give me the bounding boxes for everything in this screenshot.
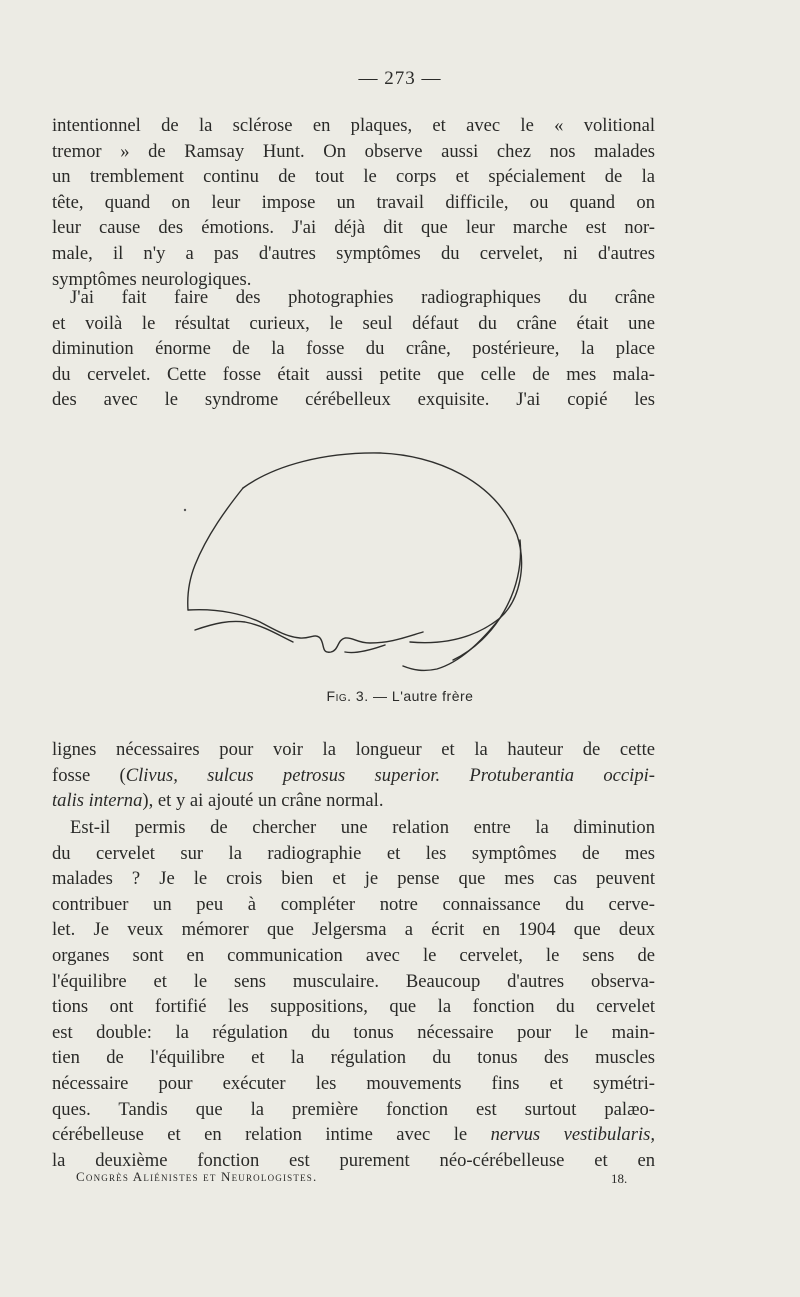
paragraph-2 [52,285,655,413]
text-line: diminution énorme de la fosse du crâne, postérieure, la place [52,338,655,360]
paragraph-1 [52,113,655,292]
paragraph-4 [52,815,655,1173]
text-line: la deuxième fonction est purement néo-cérébelleuse et en [52,1149,655,1171]
signature-mark: 18. [611,1171,628,1186]
text-line: organes sont en communication avec le cervelet, le sens de [52,944,655,966]
figure-label: Fig. 3. [326,688,369,704]
text-line: du cervelet. Cette fosse était aussi petite que celle de mes mala- [52,363,655,385]
text-line: symptômes neurologiques. [52,268,252,290]
text-line: nécessaire pour exécuter les mouvements fins et symétri- [52,1072,655,1094]
text-line: des avec le syndrome cérébelleux exquisite. J'ai copié les [52,389,655,411]
text-line [52,788,655,814]
latin-anatomy-term: nervus vestibularis, [490,1124,656,1146]
text-line: tien de l'équilibre et la régulation du tonus des muscles [52,1047,655,1069]
text-line: male, il n'y a pas d'autres symptômes du cervelet, ni d'autres [52,242,655,264]
figure-caption-text: — L'autre frère [368,688,474,704]
skull-outline-drawing [175,440,535,685]
skull-outline-figure [175,440,535,685]
text-line: l'équilibre et le sens musculaire. Beaucoup d'autres observa- [52,970,655,992]
text-span: ), et y ai ajouté un crâne normal. [142,790,384,812]
text-line [52,1122,655,1148]
running-footer: Congrès Aliénistes et Neurologistes. [76,1169,318,1184]
text-line [52,763,655,789]
text-line: tremor » de Ramsay Hunt. On observe aussi chez nos malades [52,140,655,162]
text-line: du cervelet sur la radiographie et les symptômes de mes [52,842,655,864]
text-line: lignes nécessaires pour voir la longueur et la hauteur de cette [52,739,655,760]
latin-anatomy-terms: Clivus, sulcus petrosus superior. Protuberantia occipi- [125,764,655,786]
text-line: et voilà le résultat curieux, le seul défaut du crâne était une [52,312,655,334]
text-line: leur cause des émotions. J'ai déjà dit que leur marche est nor- [52,217,655,239]
text-line: let. Je veux mémorer que Jelgersma a écrit en 1904 que deux [52,919,655,941]
text-line: contribuer un peu à compléter notre connaissance du cerve- [52,893,655,915]
text-span: fosse ( [52,764,126,786]
text-line: Est-il permis de chercher une relation entre la diminution [70,817,655,838]
text-line: tête, quand on leur impose un travail difficile, ou quand on [52,191,655,213]
latin-anatomy-terms: talis interna [52,790,143,812]
text-line: intentionnel de la sclérose en plaques, et avec le « volitional [52,115,655,136]
text-line: tions ont fortifié les suppositions, que la fonction du cervelet [52,996,655,1018]
text-line: J'ai fait faire des photographies radiographiques du crâne [70,287,655,308]
paragraph-3 [52,737,655,814]
text-span: cérébelleuse et en relation intime avec le [52,1124,491,1146]
text-line: ques. Tandis que la première fonction est surtout palæo- [52,1098,655,1120]
text-line: un tremblement continu de tout le corps et spécialement de la [52,166,655,188]
text-line: malades ? Je le crois bien et je pense que mes cas peuvent [52,868,655,890]
page-number: — 273 — [358,68,442,89]
text-line: est double: la régulation du tonus nécessaire pour le main- [52,1021,655,1043]
figure-caption [0,688,800,704]
